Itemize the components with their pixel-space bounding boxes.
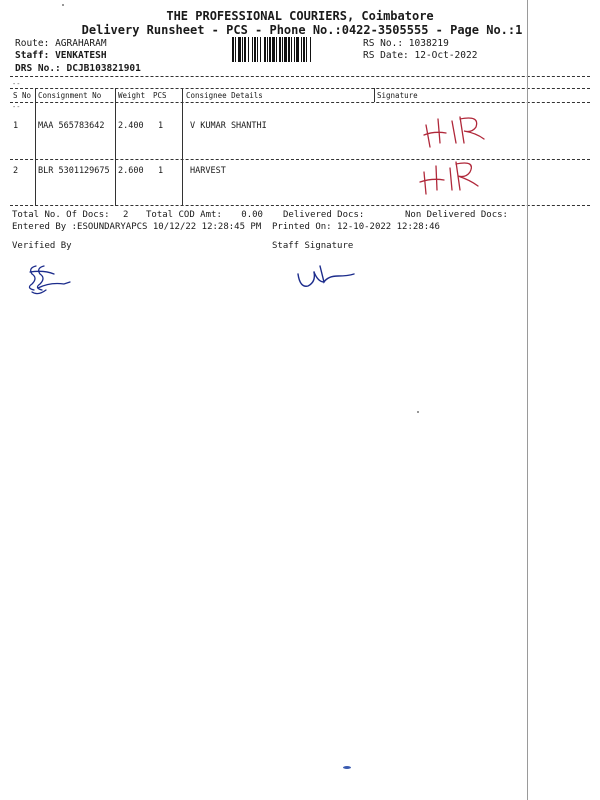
- verified-by-label: Verified By: [12, 241, 72, 251]
- staff-signature-label: Staff Signature: [272, 241, 354, 251]
- row-1-consignee: V KUMAR SHANTHI: [190, 121, 267, 131]
- row-1-consignment: MAA 565783642: [38, 121, 105, 131]
- total-cod: [146, 210, 263, 220]
- column-header-consignee: Consignee Details: [186, 91, 263, 100]
- column-header-signature: Signature: [377, 91, 418, 100]
- column-divider: [115, 88, 116, 206]
- column-divider: [35, 88, 36, 206]
- staff-line: [15, 50, 107, 61]
- column-header-consignment: Consignment No: [38, 91, 102, 100]
- total-docs-label: Total No. Of Docs:: [12, 210, 110, 220]
- column-header-weight: Weight: [118, 91, 146, 100]
- non-delivered-docs-label: Non Delivered Docs:: [405, 210, 508, 220]
- rs-date-label: RS Date:: [363, 50, 409, 61]
- barcode: [232, 37, 354, 62]
- row-2-sno: 2: [13, 166, 19, 176]
- staff-signature: [294, 262, 358, 296]
- rs-date-line: [363, 50, 477, 61]
- total-cod-value: 0.00: [241, 210, 263, 220]
- barcode-bar: [311, 37, 313, 62]
- entered-by: Entered By :ESOUNDARYAPCS 10/12/22 12:28:45 PM: [12, 222, 262, 232]
- scan-speck: [343, 766, 351, 769]
- scan-speck: [62, 4, 64, 6]
- row-2-pcs: 1: [158, 166, 164, 176]
- staff-label: Staff:: [15, 50, 50, 61]
- header-divider: [10, 76, 590, 77]
- row-2-signature: [418, 158, 488, 198]
- staff-value: VENKATESH: [55, 50, 107, 61]
- delivered-docs-label: Delivered Docs:: [283, 210, 365, 220]
- row-1-pcs: 1: [158, 121, 164, 131]
- document-subtitle: Delivery Runsheet - PCS - Phone No.:0422-3505555 - Page No.:1: [81, 23, 523, 37]
- row-2-consignment: BLR 5301129675: [38, 166, 110, 176]
- row-1-signature: [420, 113, 490, 153]
- verifier-signature: [24, 262, 74, 298]
- route-line: [15, 38, 107, 49]
- scan-speck: [417, 411, 419, 413]
- row-1-weight: 2.400: [118, 121, 144, 131]
- route-value: AGRAHARAM: [55, 38, 107, 49]
- table-bottom-rule: [10, 205, 590, 206]
- total-cod-label: Total COD Amt:: [146, 210, 222, 220]
- rs-date-value: 12-Oct-2022: [414, 50, 478, 61]
- total-docs-value: 2: [122, 210, 129, 220]
- route-label: Route:: [15, 38, 50, 49]
- header-row-mark: --: [12, 103, 21, 111]
- column-header-pcs: PCS: [153, 91, 167, 100]
- rs-no-label: RS No.:: [363, 38, 404, 49]
- rs-no-line: [363, 38, 449, 49]
- column-header-sno: S No: [13, 91, 32, 100]
- drs-label: DRS No.:: [15, 63, 61, 74]
- column-divider: [374, 88, 375, 102]
- table-header-rule: [10, 102, 590, 103]
- document-title: THE PROFESSIONAL COURIERS, Coimbatore: [166, 9, 434, 23]
- page-edge-line: [527, 0, 528, 800]
- printed-on: Printed On: 12-10-2022 12:28:46: [272, 222, 440, 232]
- divider-mark: --: [12, 80, 21, 88]
- drs-line: [15, 63, 141, 74]
- row-1-sno: 1: [13, 121, 19, 131]
- column-divider: [182, 88, 183, 206]
- row-2-weight: 2.600: [118, 166, 144, 176]
- drs-value: DCJB103821901: [66, 63, 141, 74]
- table-top-rule: [10, 88, 590, 89]
- total-docs: [12, 210, 128, 220]
- rs-no-value: 1038219: [408, 38, 449, 49]
- row-2-consignee: HARVEST: [190, 166, 226, 176]
- row-1-divider: [10, 159, 590, 160]
